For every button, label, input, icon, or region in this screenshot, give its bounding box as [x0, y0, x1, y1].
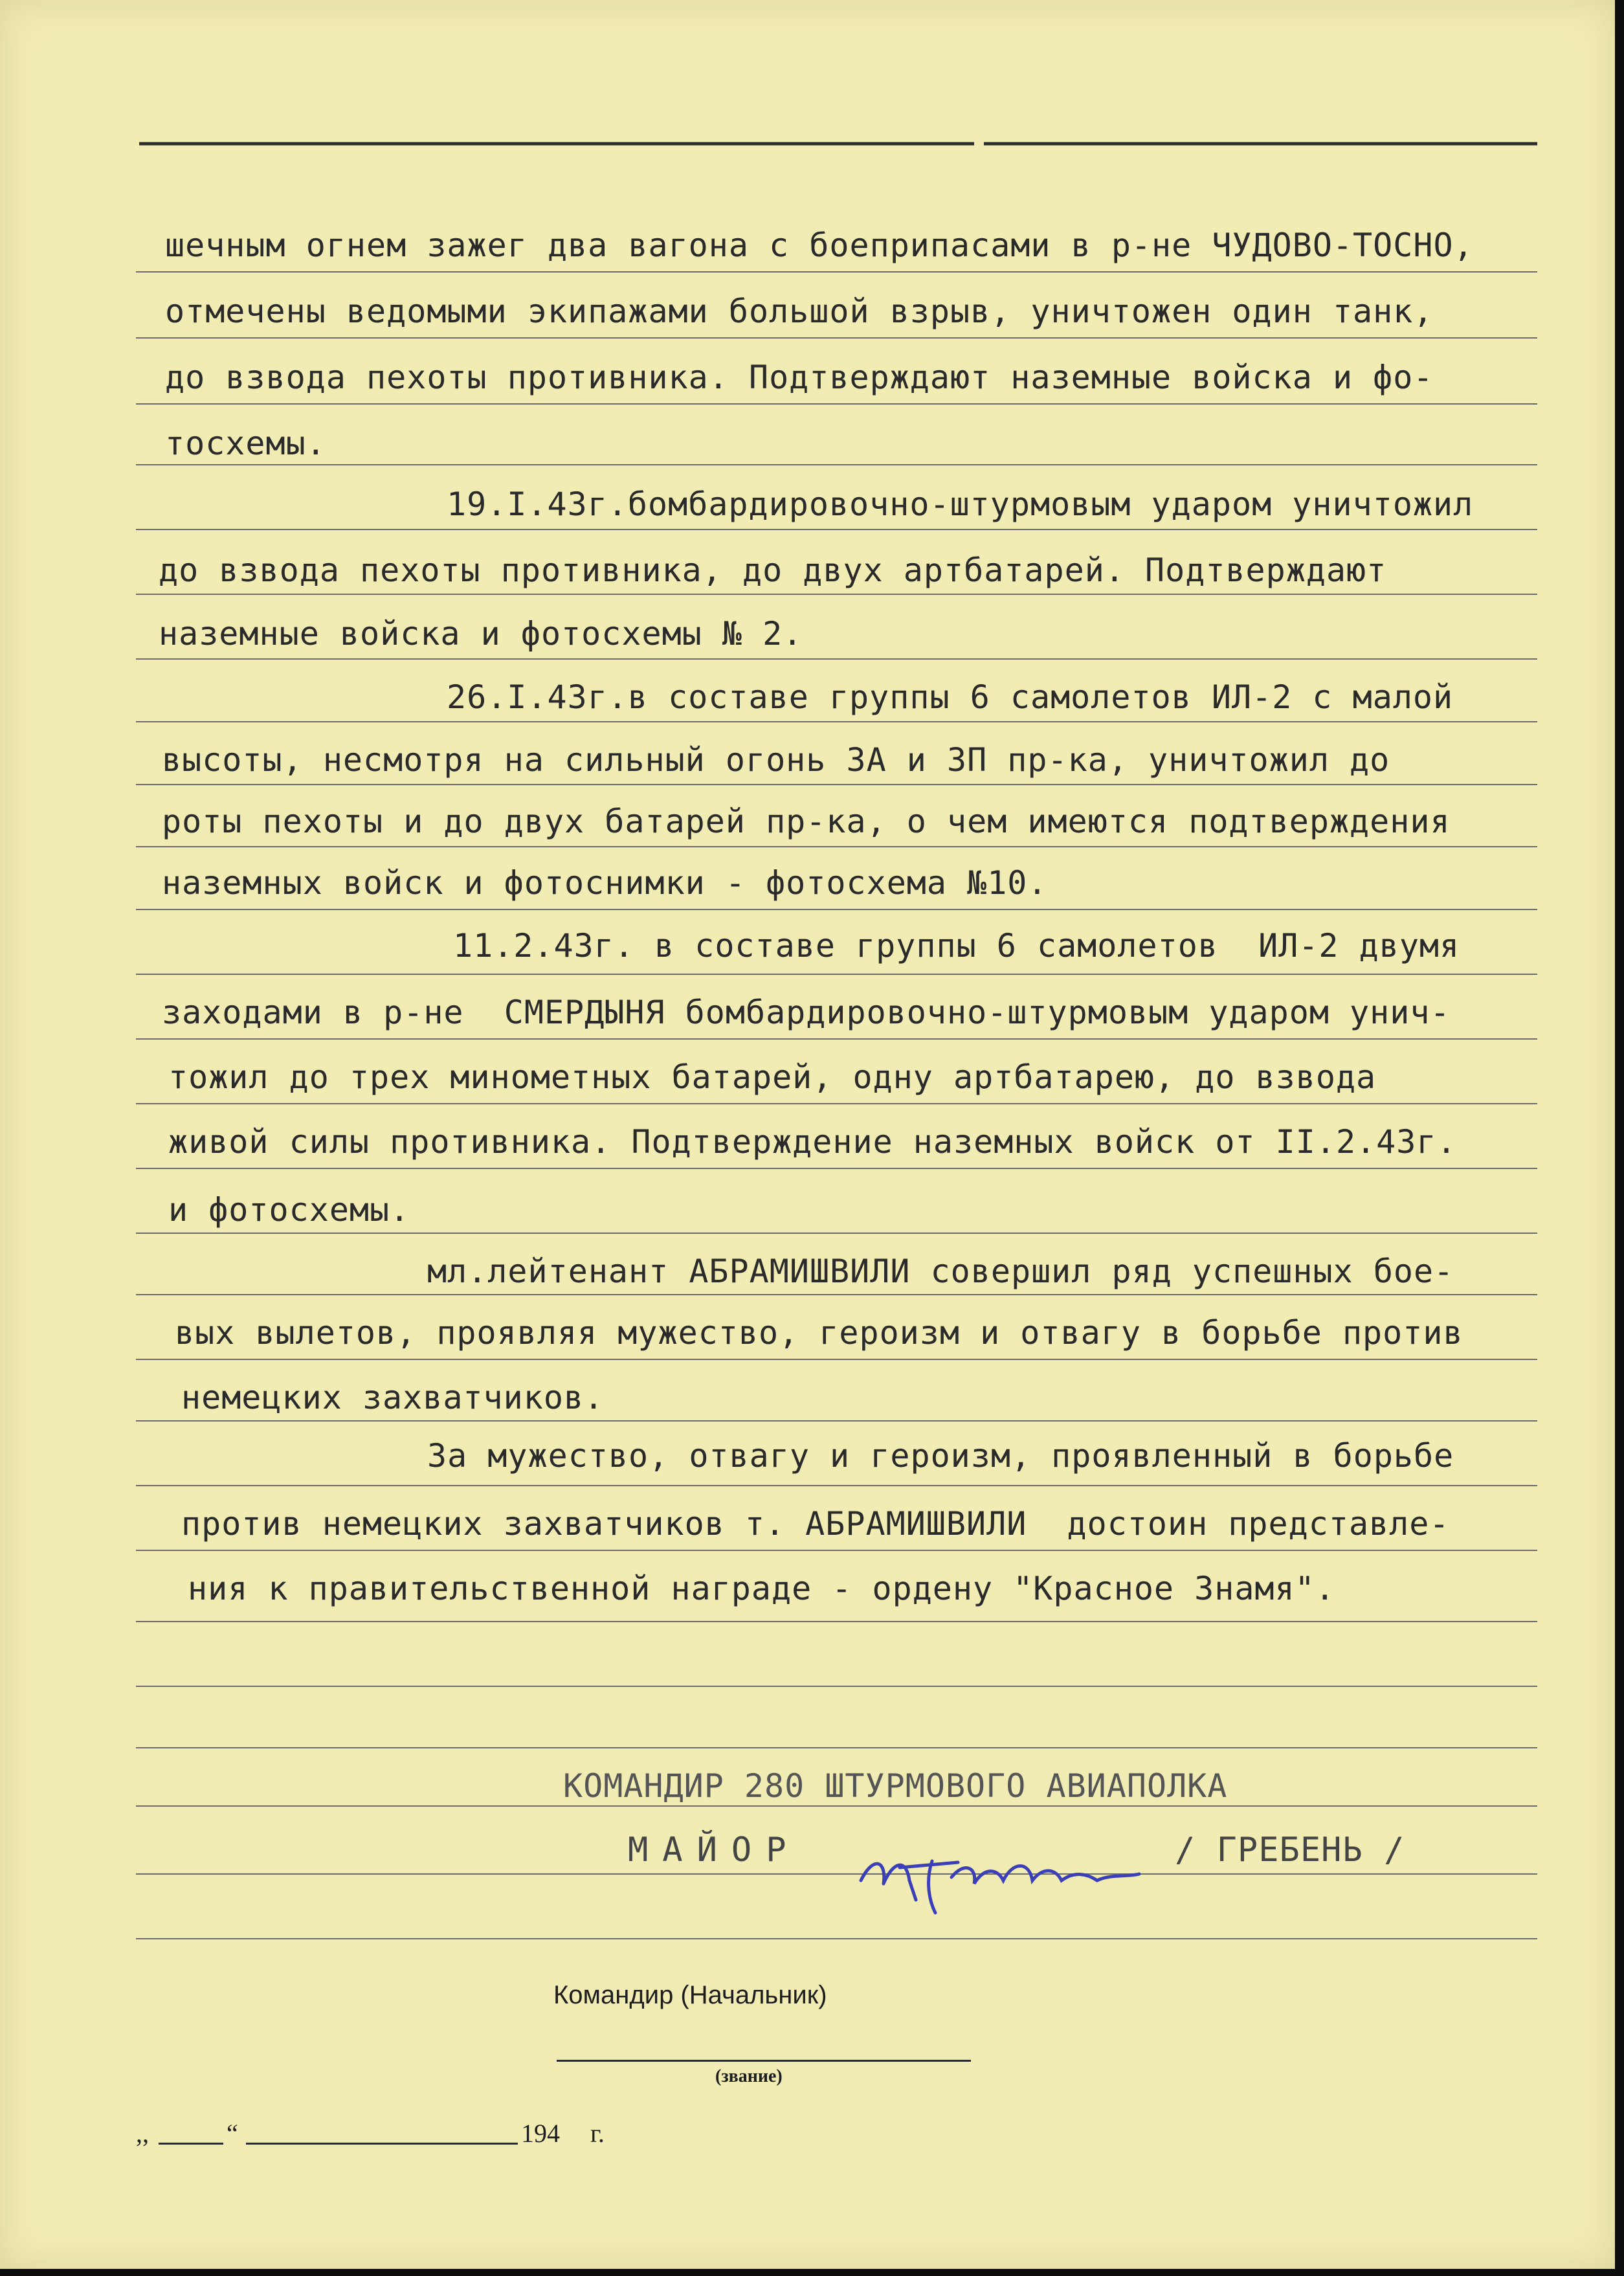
body-line: роты пехоты и до двух батарей пр-ка, о чем имеются подтверждения	[162, 803, 1451, 840]
body-line: вых вылетов, проявляя мужество, героизм и отвагу в борьбе против	[175, 1314, 1463, 1352]
body-line: 26.I.43г.в составе группы 6 самолетов ИЛ-2 с малой	[447, 678, 1454, 716]
body-line: тожил до трех минометных батарей, одну артбатарею, до взвода	[168, 1058, 1377, 1096]
body-line: и фотосхемы.	[168, 1191, 410, 1229]
rank-line	[557, 2060, 971, 2062]
body-line: 11.2.43г. в составе группы 6 самолетов ИЛ-2 двумя	[453, 927, 1460, 965]
body-line: шечным огнем зажег два вагона с боеприпасами в р-не ЧУДОВО-ТОСНО,	[165, 227, 1474, 264]
date-month-line	[246, 2143, 518, 2145]
body-line: наземные войска и фотосхемы № 2.	[159, 615, 803, 653]
body-line: отмечены ведомыми экипажами большой взрыв, уничтожен один танк,	[165, 293, 1434, 330]
date-year-suffix: г.	[590, 2119, 605, 2148]
body-line: наземных войск и фотоснимки - фотосхема №10.	[162, 864, 1048, 902]
body-line: 19.I.43г.бомбардировочно-штурмовым ударом уничтожил	[447, 485, 1474, 523]
handwritten-signature	[854, 1822, 1152, 1919]
body-line: до взвода пехоты противника. Подтверждают наземные войска и фо-	[165, 359, 1434, 396]
body-line: живой силы противника. Подтверждение наземных войск от II.2.43г.	[168, 1123, 1457, 1161]
signature-title: КОМАНДИР 280 ШТУРМОВОГО АВИАПОЛКА	[563, 1767, 1228, 1805]
body-line: ния к правительственной награде - ордену "Красное Знамя".	[188, 1570, 1335, 1607]
date-day-line	[159, 2143, 223, 2145]
date-open-quote: ,,	[136, 2119, 149, 2148]
commander-label: Командир (Начальник)	[553, 1981, 827, 2009]
body-line: высоты, несмотря на сильный огонь ЗА и ЗП пр-ка, уничтожил до	[162, 741, 1390, 779]
body-line: заходами в р-не СМЕРДЫНЯ бомбардировочно-штурмовым ударом унич-	[162, 994, 1451, 1031]
body-line: немецких захватчиков.	[181, 1379, 605, 1416]
body-line: против немецких захватчиков т. АБРАМИШВИЛИ достоин представле-	[181, 1505, 1450, 1543]
body-line: За мужество, отвагу и героизм, проявленный в борьбе	[427, 1437, 1454, 1475]
signature-name: / ГРЕБЕНЬ /	[1175, 1831, 1405, 1869]
body-line: тосхемы.	[165, 425, 326, 462]
date-year-prefix: 194	[521, 2119, 560, 2148]
body-line: мл.лейтенант АБРАМИШВИЛИ совершил ряд успешных бое-	[427, 1253, 1454, 1290]
body-line: до взвода пехоты противника, до двух артбатарей. Подтверждают	[159, 552, 1387, 589]
signature-rank: МАЙОР	[628, 1831, 801, 1869]
date-close-quote: “	[227, 2119, 238, 2148]
rank-caption: (звание)	[715, 2066, 783, 2086]
